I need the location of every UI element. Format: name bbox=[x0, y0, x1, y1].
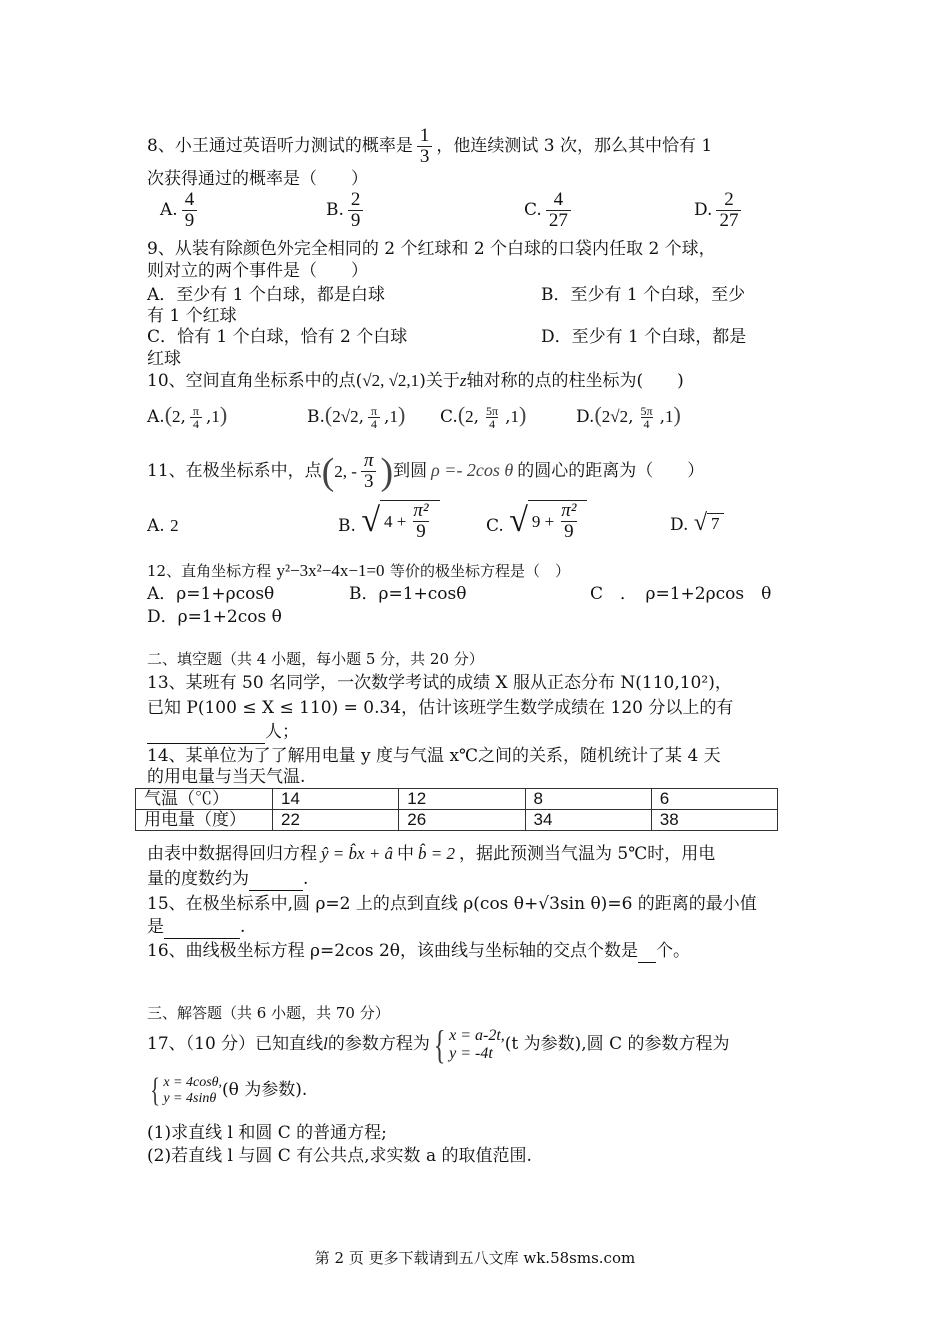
table-cell: 34 bbox=[525, 810, 651, 831]
q10-option-c[interactable]: C.(2, $\frac{5\pi}{4}$ ,1) bbox=[440, 402, 527, 431]
q10-option-a[interactable]: A.(2, $\frac{\pi}{4}$ ,1) bbox=[147, 402, 228, 431]
table-row bbox=[136, 789, 778, 810]
q9-option-c[interactable]: C．恰有 1 个白球，恰有 2 个白球 bbox=[147, 327, 408, 347]
q15-line1: 15、在极坐标系中,圆 ρ=2 上的点到直线 ρ(cos θ+√3sin θ)=6 的距离的最小值 bbox=[147, 894, 757, 914]
table-row-header: 气温（℃） bbox=[136, 789, 273, 810]
q8-line1: 8、小王通过英语听力测试的概率是 $\frac{1}{3}$ ，他连续测试 3 次，那么其中恰有 1 bbox=[147, 125, 713, 167]
q15-line2: 是 . bbox=[147, 917, 246, 937]
table-cell: 8 bbox=[525, 789, 651, 810]
table-cell: 14 bbox=[273, 789, 399, 810]
q13-line1: 13、某班有 50 名同学，一次数学考试的成绩 X 服从正态分布 N(110,10²)， bbox=[147, 673, 732, 693]
q11-point: ( 2, - $\frac{\pi}{3}$ ) bbox=[321, 450, 394, 493]
q9-line1: 9、从装有除颜色外完全相同的 2 个红球和 2 个白球的口袋内任取 2 个球， bbox=[147, 239, 716, 259]
q9-option-b[interactable]: B．至少有 1 个白球，至少 bbox=[541, 285, 746, 305]
q14-line3: 由表中数据得回归方程 ŷ = b̂x + â 中 b̂ = 2 ，据此预测当气温为 5℃时，用电 bbox=[147, 844, 716, 864]
q12-option-c[interactable]: C ． ρ=1+2ρcos θ bbox=[590, 584, 772, 604]
q17-circle-param-system: { x = 4cosθ, y = 4sinθ bbox=[150, 1071, 223, 1109]
q10-option-b[interactable]: B.(2√2, $\frac{\pi}{4}$ ,1) bbox=[307, 402, 406, 431]
q15-blank[interactable] bbox=[164, 916, 240, 939]
page-footer: 第 2 页 更多下载请到五八文库 wk.58sms.com bbox=[314, 1249, 636, 1267]
q13-line3: 人； bbox=[147, 721, 299, 744]
q13-line2: 已知 P(100 ≤ X ≤ 110) = 0.34，估计该班学生数学成绩在 120 分以上的有 bbox=[147, 698, 734, 718]
table-cell: 38 bbox=[651, 810, 777, 831]
table-row-header: 用电量（度） bbox=[136, 810, 273, 831]
table-cell: 12 bbox=[399, 789, 525, 810]
q8-option-c[interactable]: C. $\frac{4}{27}$ bbox=[524, 190, 575, 231]
table-cell: 22 bbox=[273, 810, 399, 831]
q12-option-b[interactable]: B．ρ=1+cosθ bbox=[349, 584, 467, 604]
q8-option-b[interactable]: B. $\frac{2}{9}$ bbox=[326, 190, 367, 231]
table-row bbox=[136, 810, 778, 831]
q17-line2: { x = 4cosθ, y = 4sinθ (θ 为参数). bbox=[147, 1070, 307, 1111]
q9-line2: 则对立的两个事件是（ ） bbox=[147, 261, 368, 281]
q13-blank[interactable] bbox=[147, 721, 265, 744]
q10-line1: 10、空间直角坐标系中的点(√2, √2,1)关于z轴对称的点的柱坐标为( ) bbox=[147, 371, 684, 391]
q17-line1: 17、（10 分）已知直线l的参数方程为 { x = a-2t, y = -4t (t 为参数),圆 C 的参数方程为 bbox=[147, 1021, 730, 1067]
q12-option-a[interactable]: A．ρ=1+ρcosθ bbox=[147, 584, 275, 604]
q11-option-a[interactable]: A. 2 bbox=[147, 516, 179, 536]
q14-data-table bbox=[135, 788, 778, 831]
q14-line4: 量的度数约为 . bbox=[147, 869, 309, 889]
q9-option-a[interactable]: A．至少有 1 个白球，都是白球 bbox=[147, 285, 385, 305]
table-cell: 26 bbox=[399, 810, 525, 831]
q16-line1: 16、曲线极坐标方程 ρ=2cos 2θ，该曲线与坐标轴的交点个数是 个。 bbox=[147, 941, 691, 961]
q17-part2: (2)若直线 l 与圆 C 有公共点,求实数 a 的取值范围. bbox=[147, 1146, 532, 1166]
q11-option-b[interactable]: B. √ 4 + $\frac{\text{π²}}{9}$ bbox=[338, 500, 440, 542]
section-3-title: 三、解答题（共 6 小题，共 70 分） bbox=[147, 1004, 390, 1022]
q8-option-d[interactable]: D. $\frac{2}{27}$ bbox=[694, 190, 745, 231]
q9-option-b-cont: 有 1 个红球 bbox=[147, 306, 237, 326]
q14-line1: 14、某单位为了了解用电量 y 度与气温 x℃之间的关系，随机统计了某 4 天 bbox=[147, 746, 721, 766]
q10-option-d[interactable]: D.(2√2, $\frac{5\pi}{4}$ ,1) bbox=[576, 402, 681, 431]
q8-option-a[interactable]: A. $\frac{4}{9}$ bbox=[160, 190, 201, 231]
q11-line1: 11、在极坐标系中，点 ( 2, - $\frac{\pi}{3}$ ) 到圆 ρ =- 2cos θ 的圆心的距离为（ ） bbox=[147, 450, 705, 493]
q17-line-param-system: { x = a-2t, y = -4t bbox=[433, 1021, 505, 1067]
q17-part1: (1)求直线 l 和圆 C 的普通方程; bbox=[147, 1123, 387, 1143]
q16-blank[interactable] bbox=[638, 940, 656, 963]
q9-option-d-cont: 红球 bbox=[147, 349, 181, 369]
q12-line1: 12、直角坐标方程 y²−3x²−4x−1=0 等价的极坐标方程是（ ） bbox=[147, 561, 570, 580]
q12-option-d[interactable]: D．ρ=1+2cos θ bbox=[147, 607, 282, 627]
table-cell: 6 bbox=[651, 789, 777, 810]
section-2-title: 二、填空题（共 4 小题，每小题 5 分，共 20 分） bbox=[147, 650, 484, 668]
q8-fraction: $\frac{1}{3}$ bbox=[417, 126, 433, 167]
q14-blank[interactable] bbox=[249, 868, 303, 891]
q14-line2: 的用电量与当天气温. bbox=[147, 767, 306, 787]
q9-option-d[interactable]: D．至少有 1 个白球，都是 bbox=[541, 327, 747, 347]
q8-line2: 次获得通过的概率是（ ） bbox=[147, 169, 368, 189]
q11-option-c[interactable]: C. √ 9 + $\frac{\text{π²}}{9}$ bbox=[486, 500, 587, 542]
q11-option-d[interactable]: D. √ 7 bbox=[670, 510, 724, 537]
